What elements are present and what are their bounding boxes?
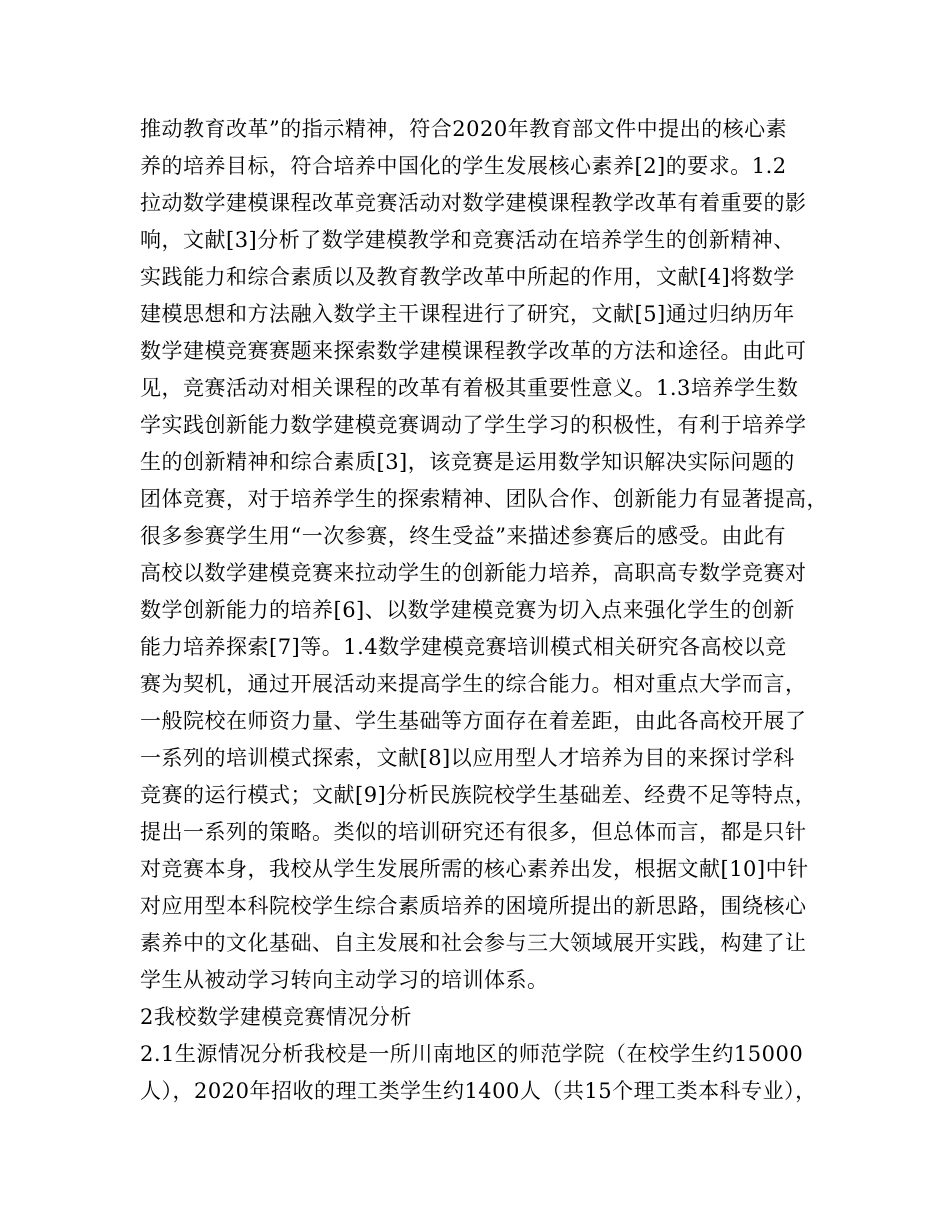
text-line: 推动教育改革”的指示精神，符合2020年教育部文件中提出的核心素 bbox=[140, 117, 788, 141]
text-line: 实践能力和综合素质以及教育教学改革中所起的作用，文献[4]将数学 bbox=[140, 265, 795, 289]
text-line: 能力培养探索[7]等。1.4数学建模竞赛培训模式相关研究各高校以竞 bbox=[140, 635, 787, 659]
text-line: 拉动数学建模课程改革竞赛活动对数学建模课程教学改革有着重要的影 bbox=[140, 191, 807, 215]
text-line: 素养中的文化基础、自主发展和社会参与三大领域展开实践，构建了让 bbox=[140, 931, 807, 955]
text-line: 建模思想和方法融入数学主干课程进行了研究，文献[5]通过归纳历年 bbox=[140, 302, 795, 326]
text-line: 一般院校在师资力量、学生基础等方面存在着差距，由此各高校开展了 bbox=[140, 709, 807, 733]
section-heading: 2我校数学建模竞赛情况分析 bbox=[140, 1005, 412, 1029]
text-line: 2.1生源情况分析我校是一所川南地区的师范学院（在校学生约15000 bbox=[140, 1042, 804, 1066]
text-line: 竞赛的运行模式；文献[9]分析民族院校学生基础差、经费不足等特点， bbox=[140, 783, 817, 807]
text-line: 学生从被动学习转向主动学习的培训体系。 bbox=[140, 968, 549, 992]
text-line: 提出一系列的策略。类似的培训研究还有很多，但总体而言，都是只针 bbox=[140, 820, 807, 844]
text-line: 对竞赛本身，我校从学生发展所需的核心素养出发，根据文献[10]中针 bbox=[140, 857, 809, 881]
text-line: 人），2020年招收的理工类学生约1400人（共15个理工类本科专业）， bbox=[140, 1079, 817, 1103]
text-line: 数学建模竞赛赛题来探索数学建模课程教学改革的方法和途径。由此可 bbox=[140, 339, 807, 363]
text-line: 见，竞赛活动对相关课程的改革有着极其重要性意义。1.3培养学生数 bbox=[140, 376, 799, 400]
text-line: 一系列的培训模式探索，文献[8]以应用型人才培养为目的来探讨学科 bbox=[140, 746, 795, 770]
text-line: 很多参赛学生用“一次参赛，终生受益”来描述参赛后的感受。由此有 bbox=[140, 524, 786, 548]
text-line: 团体竞赛，对于培养学生的探索精神、团队合作、创新能力有显著提高， bbox=[140, 487, 828, 511]
text-line: 数学创新能力的培养[6]、以数学建模竞赛为切入点来强化学生的创新 bbox=[140, 598, 795, 622]
text-line: 学实践创新能力数学建模竞赛调动了学生学习的积极性，有利于培养学 bbox=[140, 413, 807, 437]
text-line: 生的创新精神和综合素质[3]，该竞赛是运用数学知识解决实际问题的 bbox=[140, 450, 795, 474]
text-line: 响，文献[3]分析了数学建模教学和竞赛活动在培养学生的创新精神、 bbox=[140, 228, 795, 252]
text-line: 赛为契机，通过开展活动来提高学生的综合能力。相对重点大学而言， bbox=[140, 672, 807, 696]
text-line: 养的培养目标，符合培养中国化的学生发展核心素养[2]的要求。1.2 bbox=[140, 154, 787, 178]
text-line: 对应用型本科院校学生综合素质培养的困境所提出的新思路，围绕核心 bbox=[140, 894, 807, 918]
text-line: 高校以数学建模竞赛来拉动学生的创新能力培养，高职高专数学竞赛对 bbox=[140, 561, 807, 585]
